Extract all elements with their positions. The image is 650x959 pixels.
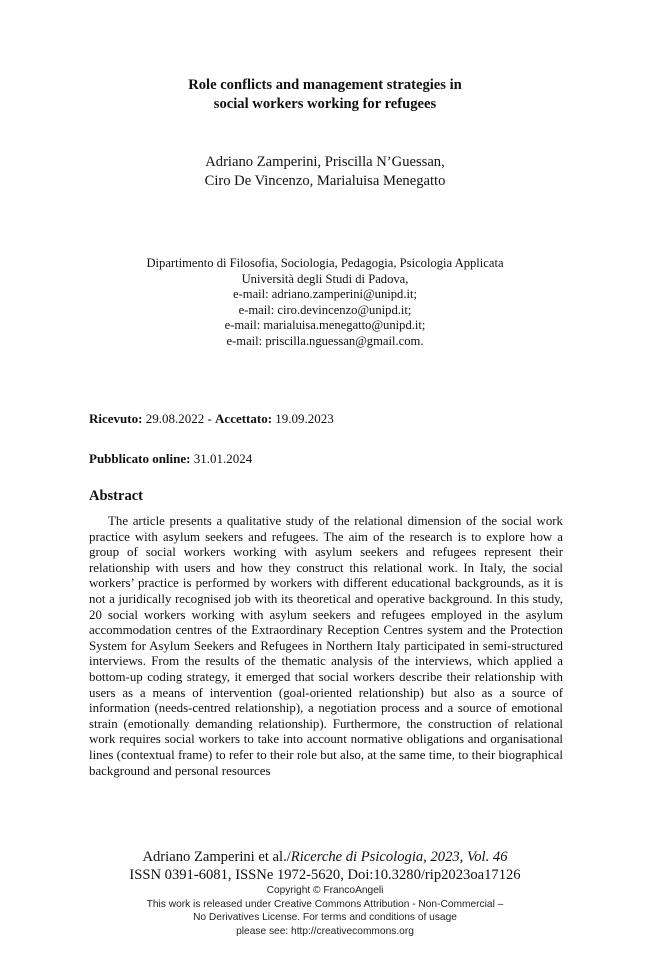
email-line: e-mail: priscilla.nguessan@gmail.com.	[226, 333, 424, 348]
author-line: Adriano Zamperini, Priscilla N’Guessan,	[205, 154, 445, 170]
citation-authors: Adriano Zamperini et al./	[142, 849, 291, 865]
license-notice	[0, 884, 650, 938]
email-line: e-mail: marialuisa.menegatto@unipd.it;	[224, 318, 426, 332]
online-date	[89, 451, 252, 467]
license-line: No Derivatives License. For terms and conditions of usage	[193, 912, 457, 923]
email-line: e-mail: adriano.zamperini@unipd.it;	[232, 287, 417, 301]
abstract-body	[89, 514, 563, 779]
received-label: Ricevuto:	[89, 411, 143, 426]
citation-footer	[0, 848, 650, 884]
university: Università degli Studi di Padova,	[241, 271, 409, 286]
citation-journal: Ricerche di Psicologia, 2023, Vol. 46	[290, 849, 508, 865]
online-label: Pubblicato online:	[89, 451, 191, 466]
copyright-line: Copyright © FrancoAngeli	[266, 885, 384, 896]
author-line: Ciro De Vincenzo, Marialuisa Menegatto	[204, 173, 446, 189]
submission-dates	[89, 411, 334, 427]
abstract-heading: Abstract	[89, 488, 143, 504]
abstract-paragraph: The article presents a qualitative study of the relational dimension of the social work practice with asylum seekers and refugees. The aim of the research is to explore how a group of social workers working with asylum seekers and refugees represent their relationship with users and how they construct this relational work. In Italy, the social workers’ practice is performed by workers with different educational backgrounds, as it is not a juridically recognised job with its theoretical and operative background. In this study, 20 social workers working with asylum seekers and refugees employed in the asylum accommodation centres of the Extraordinary Reception Centres system and the Protection System for Asylum Seekers and Refugees in Northern Italy participated in semi-structured interviews. From the results of the thematic analysis of the interviews, which applied a bottom-up coding strategy, it emerged that social workers describe their relationship with users as a means of intervention (goal-oriented relationship) but also as a source of information (needs-centred relationship), a negotiation process and a source of emotional strain (emotionally demanding relationship). Furthermore, the construction of relational work requires social workers to take into account normative obligations and organisational lines (contextual frame) to refer to their role but also, at the same time, to their biographical background and personal resources	[89, 514, 563, 778]
title-line: social workers working for refugees	[213, 96, 437, 112]
received-value: 29.08.2022 -	[145, 411, 212, 426]
license-link-line: please see: http://creativecommons.org	[236, 925, 414, 937]
paper-title	[0, 76, 650, 114]
title-line: Role conflicts and management strategies in	[188, 77, 462, 93]
author-list	[0, 153, 650, 191]
online-value: 31.01.2024	[193, 451, 253, 466]
accepted-label: Accettato:	[215, 411, 273, 426]
issn-doi: ISSN 0391-6081, ISSNe 1972-5620, Doi:10.3280/rip2023oa17126	[129, 867, 521, 883]
license-line: This work is released under Creative Commons Attribution - Non-Commercial –	[146, 898, 504, 910]
accepted-value: 19.09.2023	[275, 411, 334, 426]
affiliation-block	[0, 256, 650, 349]
email-line: e-mail: ciro.devincenzo@unipd.it;	[238, 302, 412, 317]
department: Dipartimento di Filosofia, Sociologia, Pedagogia, Psicologia Applicata	[146, 256, 504, 270]
